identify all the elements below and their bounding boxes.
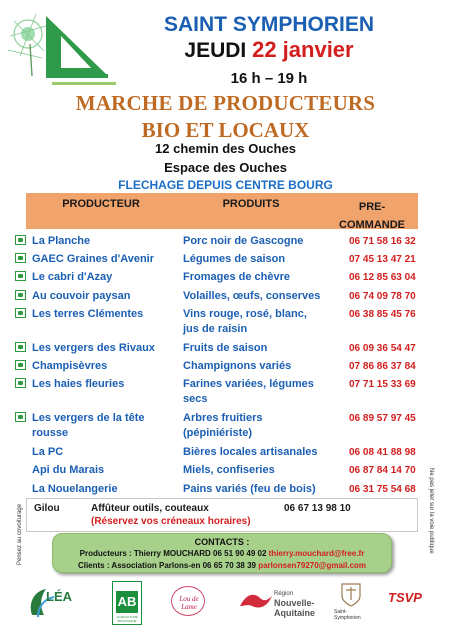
bio-label-icon — [15, 342, 26, 352]
producer-name: La Nouelangerie — [32, 483, 118, 495]
producer-name: Le cabri d'Azay — [32, 271, 113, 283]
header-preorder-line1: PRE- — [358, 201, 386, 213]
producer-products: Bières locales artisanales — [183, 446, 318, 458]
table-header — [26, 193, 418, 229]
header-products: PRODUITS — [222, 198, 280, 210]
carpool-note: Pensez au covoiturage — [17, 503, 23, 565]
market-title-line1: MARCHE DE PRODUCTEURS — [75, 91, 376, 115]
litter-note: Ne pas jeter sur la voie publique — [428, 468, 434, 554]
contacts-clients-label: Clients : Association Parlons-en — [77, 561, 201, 570]
producer-products: Miels, confiseries — [183, 464, 275, 476]
producer-phone: 06 87 84 14 70 — [349, 465, 416, 476]
ab-logo-subtext: AGRICULTURE BIOLOGIQUE — [116, 615, 138, 623]
sharpener-products: Affûteur outils, couteaux — [91, 503, 209, 514]
producer-name: Les vergers des Rivaux — [32, 342, 155, 354]
sharpener-box — [26, 498, 418, 532]
producer-phone: 06 71 58 16 32 — [349, 236, 416, 247]
region-small-label: Région — [274, 591, 294, 597]
ab-logo-text: AB — [116, 591, 138, 613]
producer-name: Les terres Clémentes — [32, 308, 144, 320]
header-preorder-line2: COMMANDE — [339, 219, 405, 231]
contacts-title: CONTACTS : — [194, 537, 250, 547]
contacts-clients — [53, 561, 391, 570]
header-producer: PRODUCTEUR — [62, 198, 140, 210]
bio-label-icon — [15, 308, 26, 318]
bio-label-icon — [15, 360, 26, 370]
producer-products: Champignons variés — [183, 360, 292, 372]
producer-products: Porc noir de Gascogne — [183, 235, 304, 247]
sharpener-phone: 06 67 13 98 10 — [284, 503, 351, 514]
lamarche-logo-text: Lou de Lame — [179, 595, 199, 611]
region-name-line2: Aquitaine — [274, 608, 316, 618]
contacts-clients-phone: 06 65 70 38 39 — [202, 561, 256, 570]
producer-name: La Planche — [32, 235, 91, 247]
tsvp-label: TSVP — [388, 590, 422, 605]
contacts-clients-email[interactable]: parlonsen79270@gmail.com — [258, 561, 367, 570]
nouvelle-aquitaine-logo-icon — [238, 590, 274, 614]
contacts-producers-phone: 06 51 90 49 02 — [213, 549, 267, 558]
producer-name: GAEC Graines d'Avenir — [32, 253, 155, 265]
producer-phone: 07 45 13 47 21 — [349, 254, 416, 265]
lamarche-logo — [171, 586, 205, 616]
contacts-box — [52, 533, 392, 573]
producer-name: La PC — [32, 446, 64, 458]
date-label: 22 janvier — [252, 37, 354, 62]
bio-label-icon — [15, 271, 26, 281]
producer-phone: 07 71 15 33 69 — [349, 379, 416, 390]
producers-network-logo — [6, 6, 116, 90]
producer-products: Farines variées, légumes secs — [183, 378, 314, 405]
producer-phone: 06 31 75 54 68 — [349, 484, 416, 495]
producer-name: Au couvoir paysan — [32, 290, 131, 302]
town-logo-line1: Saint- — [334, 609, 348, 615]
producer-name: Api du Marais — [32, 464, 105, 476]
contacts-producers-email[interactable]: thierry.mouchard@free.fr — [268, 549, 365, 558]
market-title-line2: BIO ET LOCAUX — [141, 118, 310, 142]
bio-label-icon — [15, 412, 26, 422]
producer-name: Champisèvres — [32, 360, 108, 372]
address-label: 12 chemin des Ouches — [155, 141, 296, 156]
producer-products: Pains variés (feu de bois) — [183, 483, 316, 495]
bio-label-icon — [15, 235, 26, 245]
producer-phone: 06 89 57 97 45 — [349, 413, 416, 424]
producer-products: Volailles, œufs, conserves — [183, 290, 321, 302]
town-title: SAINT SYMPHORIEN — [163, 13, 375, 36]
lea-logo-text: LÉA — [46, 589, 72, 604]
bio-label-icon — [15, 290, 26, 300]
contacts-producers-label: Producteurs : Thierry MOUCHARD — [79, 549, 211, 558]
producer-phone: 07 86 86 37 84 — [349, 361, 416, 372]
producer-phone: 06 09 36 54 47 — [349, 343, 416, 354]
producer-products: Fruits de saison — [183, 342, 268, 354]
bio-label-icon — [15, 378, 26, 388]
ab-organic-logo — [112, 581, 142, 625]
contacts-producers — [53, 549, 391, 558]
sharpener-name: Gilou — [34, 503, 60, 514]
date-line — [104, 37, 434, 63]
town-logo-line2: Symphorien — [334, 615, 361, 621]
place-label: Espace des Ouches — [164, 160, 287, 175]
hours-label: 16 h – 19 h — [230, 70, 308, 87]
producer-phone: 06 74 09 78 70 — [349, 291, 416, 302]
producer-products: Légumes de saison — [183, 253, 286, 265]
producer-products: Fromages de chèvre — [183, 271, 290, 283]
signage-label: FLECHAGE DEPUIS CENTRE BOURG — [118, 178, 333, 192]
producer-products: Arbres fruitiers (pépiniériste) — [183, 412, 263, 439]
header-preorder — [326, 198, 418, 234]
producer-phone: 06 38 85 45 76 — [349, 309, 416, 320]
sharpener-note: (Réservez vos créneaux horaires) — [91, 516, 251, 527]
region-name-line1: Nouvelle- — [274, 598, 315, 608]
producer-name: Les vergers de la tête rousse — [32, 412, 145, 439]
producer-phone: 06 12 85 63 04 — [349, 272, 416, 283]
bio-label-icon — [15, 253, 26, 263]
saint-symphorien-crest-icon — [340, 582, 362, 608]
producer-products: Vins rouge, rosé, blanc, jus de raisin — [183, 308, 307, 335]
producer-name: Les haies fleuries — [32, 378, 125, 390]
producer-phone: 06 08 41 88 98 — [349, 447, 416, 458]
day-label: JEUDI — [184, 39, 247, 62]
